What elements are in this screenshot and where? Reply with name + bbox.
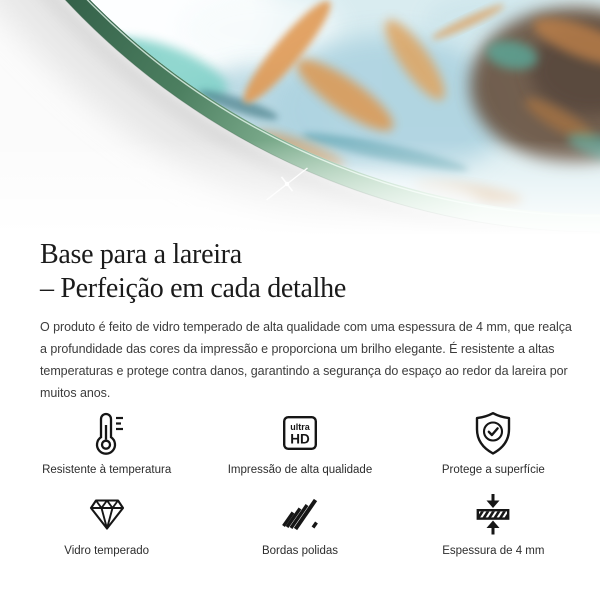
- shield-check-icon: [473, 410, 513, 456]
- feature-label: Vidro temperado: [64, 545, 150, 557]
- content-section: [0, 238, 600, 404]
- feature-label: Bordas polidas: [261, 545, 339, 557]
- page-title-line2: – Perfeição em cada detalhe: [40, 273, 346, 304]
- svg-text:ultra: ultra: [290, 422, 310, 432]
- page-title-line1: Base para a lareira: [40, 239, 242, 270]
- thermometer-icon: [87, 410, 127, 456]
- feature-tempered-glass: [10, 491, 203, 559]
- feature-label: Espessura de 4 mm: [442, 545, 545, 557]
- svg-text:HD: HD: [290, 431, 310, 447]
- feature-thickness: [397, 491, 590, 559]
- polished-edges-icon: [282, 491, 318, 537]
- product-description: O produto é feito de vidro temperado de alta qualidade com uma espessura de 4 mm, que realça a profundidade das cores da impressão e proporciona um brilho elegante. É resistente a altas temperaturas e protege contra danos, garantindo a segurança do espaço ao redor da lareira por muitos anos.: [40, 320, 572, 400]
- bottom-fade: [0, 140, 600, 234]
- diamond-icon: [87, 491, 127, 537]
- ultra-hd-icon: [282, 410, 318, 456]
- feature-label: Resistente à temperatura: [42, 464, 172, 476]
- product-hero-image: [0, 0, 600, 234]
- feature-surface-protection: [397, 410, 590, 478]
- feature-label: Impressão de alta qualidade: [227, 464, 373, 476]
- glass-panel-illustration: [0, 0, 600, 234]
- feature-print-quality: [203, 410, 396, 478]
- feature-label: Protege a superfície: [441, 464, 545, 476]
- page-title: [40, 238, 580, 306]
- feature-grid: [10, 410, 590, 559]
- feature-polished-edges: [203, 491, 396, 559]
- thickness-press-icon: [475, 491, 511, 537]
- feature-temperature: [10, 410, 203, 478]
